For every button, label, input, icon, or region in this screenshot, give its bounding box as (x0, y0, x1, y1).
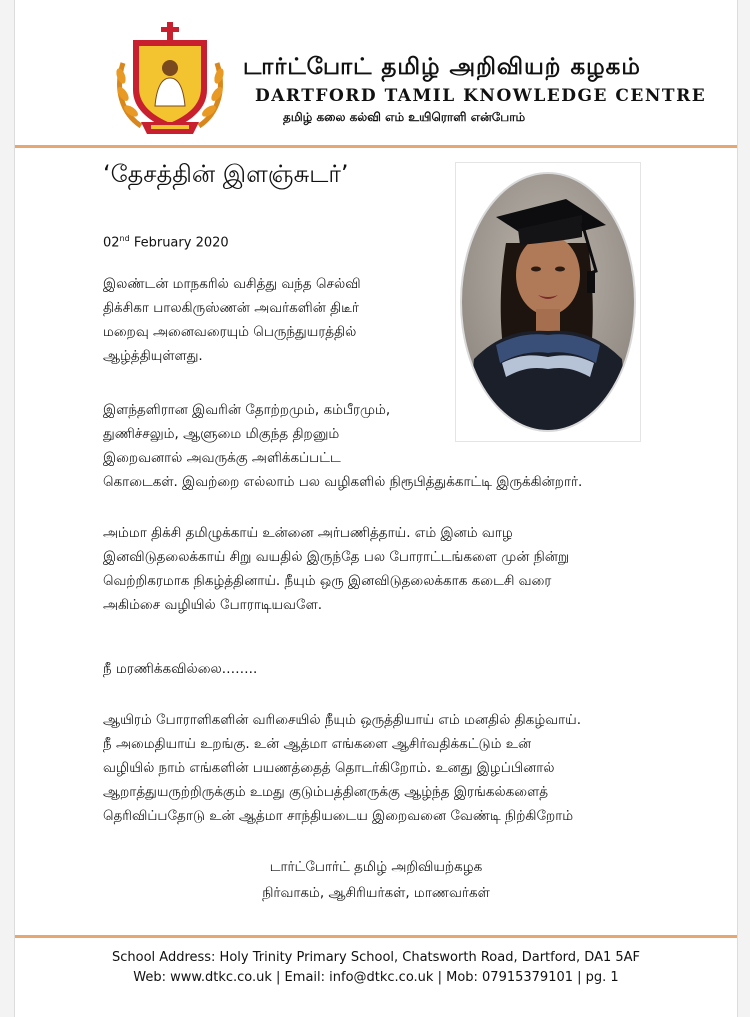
paragraph-line: தெரிவிப்பதோடு உன் ஆத்மா சாந்தியடைய இறைவனை வேண்டி நிற்கிறோம் (103, 808, 574, 824)
footer-address: School Address: Holy Trinity Primary School, Chatsworth Road, Dartford, DA1 5AF (111, 950, 641, 965)
document-date (103, 234, 229, 250)
org-name-tamil: டார்ட்போட் தமிழ் அறிவியற் கழகம் (243, 54, 641, 80)
paragraph-line: இலண்டன் மாநகரில் வசித்து வந்த செல்வி (103, 276, 361, 292)
footer-divider (15, 935, 737, 938)
paragraph-line: நீ அமைதியாய் உறங்கு. உன் ஆத்மா எங்களை ஆசிர்வதிக்கட்டும் உன் (103, 736, 532, 752)
document-page (14, 0, 738, 1017)
paragraph-line: ஆழ்த்தியுள்ளது. (103, 348, 203, 364)
organization-logo (111, 18, 229, 138)
date-rest: February 2020 (129, 235, 229, 251)
paragraph-line: ஆயிரம் போராளிகளின் வரிசையில் நீயும் ஒருத்தியாய் எம் மனதில் திகழ்வாய். (103, 712, 582, 728)
paragraph-line: துணிச்சலும், ஆளுமை மிகுந்த திறனும் (103, 426, 340, 442)
document-title: ‘தேசத்தின் இளஞ்சுடர்’ (103, 160, 349, 188)
paragraph-line: அம்மா திக்சி தமிழுக்காய் உன்னை அர்பணித்தாய். எம் இனம் வாழ (103, 525, 513, 541)
paragraph-line: வழியில் நாம் எங்களின் பயணத்தைத் தொடர்கிறோம். உனது இழப்பினால் (103, 760, 555, 776)
signature-line: டார்ட்போர்ட் தமிழ் அறிவியற்கழக (269, 859, 483, 875)
paragraph-line: வெற்றிகரமாக நிகழ்த்தினாய். நீயும் ஒரு இனவிடுதலைக்காக கடைசி வரை (103, 573, 552, 589)
org-tagline: தமிழ் கலை கல்வி எம் உயிரொளி என்போம் (283, 110, 526, 124)
date-day: 02 (103, 235, 120, 251)
paragraph-3 (103, 521, 569, 617)
paragraph-line: இறைவனால் அவருக்கு அளிக்கப்பட்ட (103, 450, 341, 466)
paragraph-line: நீ மரணிக்கவில்லை…….. (103, 661, 258, 677)
paragraph-line: ஆறாத்துயருற்றிருக்கும் உமது குடும்பத்தினருக்கு ஆழ்ந்த இரங்கல்களைத் (103, 784, 549, 800)
header-divider (15, 145, 737, 148)
footer-contact: Web: www.dtkc.co.uk | Email: info@dtkc.co.uk | Mob: 07915379101 | pg. 1 (133, 970, 619, 985)
page-footer (15, 948, 737, 988)
paragraph-line: திக்சிகா பாலகிருஸ்ணன் அவர்களின் திடீர் (103, 300, 359, 316)
paragraph-4 (103, 657, 257, 681)
paragraph-5 (103, 708, 581, 828)
paragraph-line: மறைவு அனைவரையும் பெருந்துயரத்தில் (103, 324, 357, 340)
signature-block (15, 854, 737, 906)
date-suffix: nd (119, 234, 130, 243)
paragraph-line: கொடைகள். இவற்றை எல்லாம் பல வழிகளில் நிரூபித்துக்காட்டி இருக்கின்றார். (103, 474, 583, 490)
paragraph-line: இளந்தளிரான இவரின் தோற்றமும், கம்பீரமும், (103, 402, 391, 418)
graduation-portrait-photo (456, 163, 640, 441)
signature-line: நிர்வாகம், ஆசிரியர்கள், மாணவர்கள் (262, 885, 490, 901)
paragraph-1 (103, 272, 361, 368)
paragraph-line: இனவிடுதலைக்காய் சிறு வயதில் இருந்தே பல போராட்டங்களை முன் நின்று (103, 549, 570, 565)
portrait-frame (455, 162, 641, 442)
paragraph-line: அகிம்சை வழியில் போராடியவளே. (103, 597, 323, 613)
org-name-english: DARTFORD TAMIL KNOWLEDGE CENTRE (255, 86, 707, 106)
